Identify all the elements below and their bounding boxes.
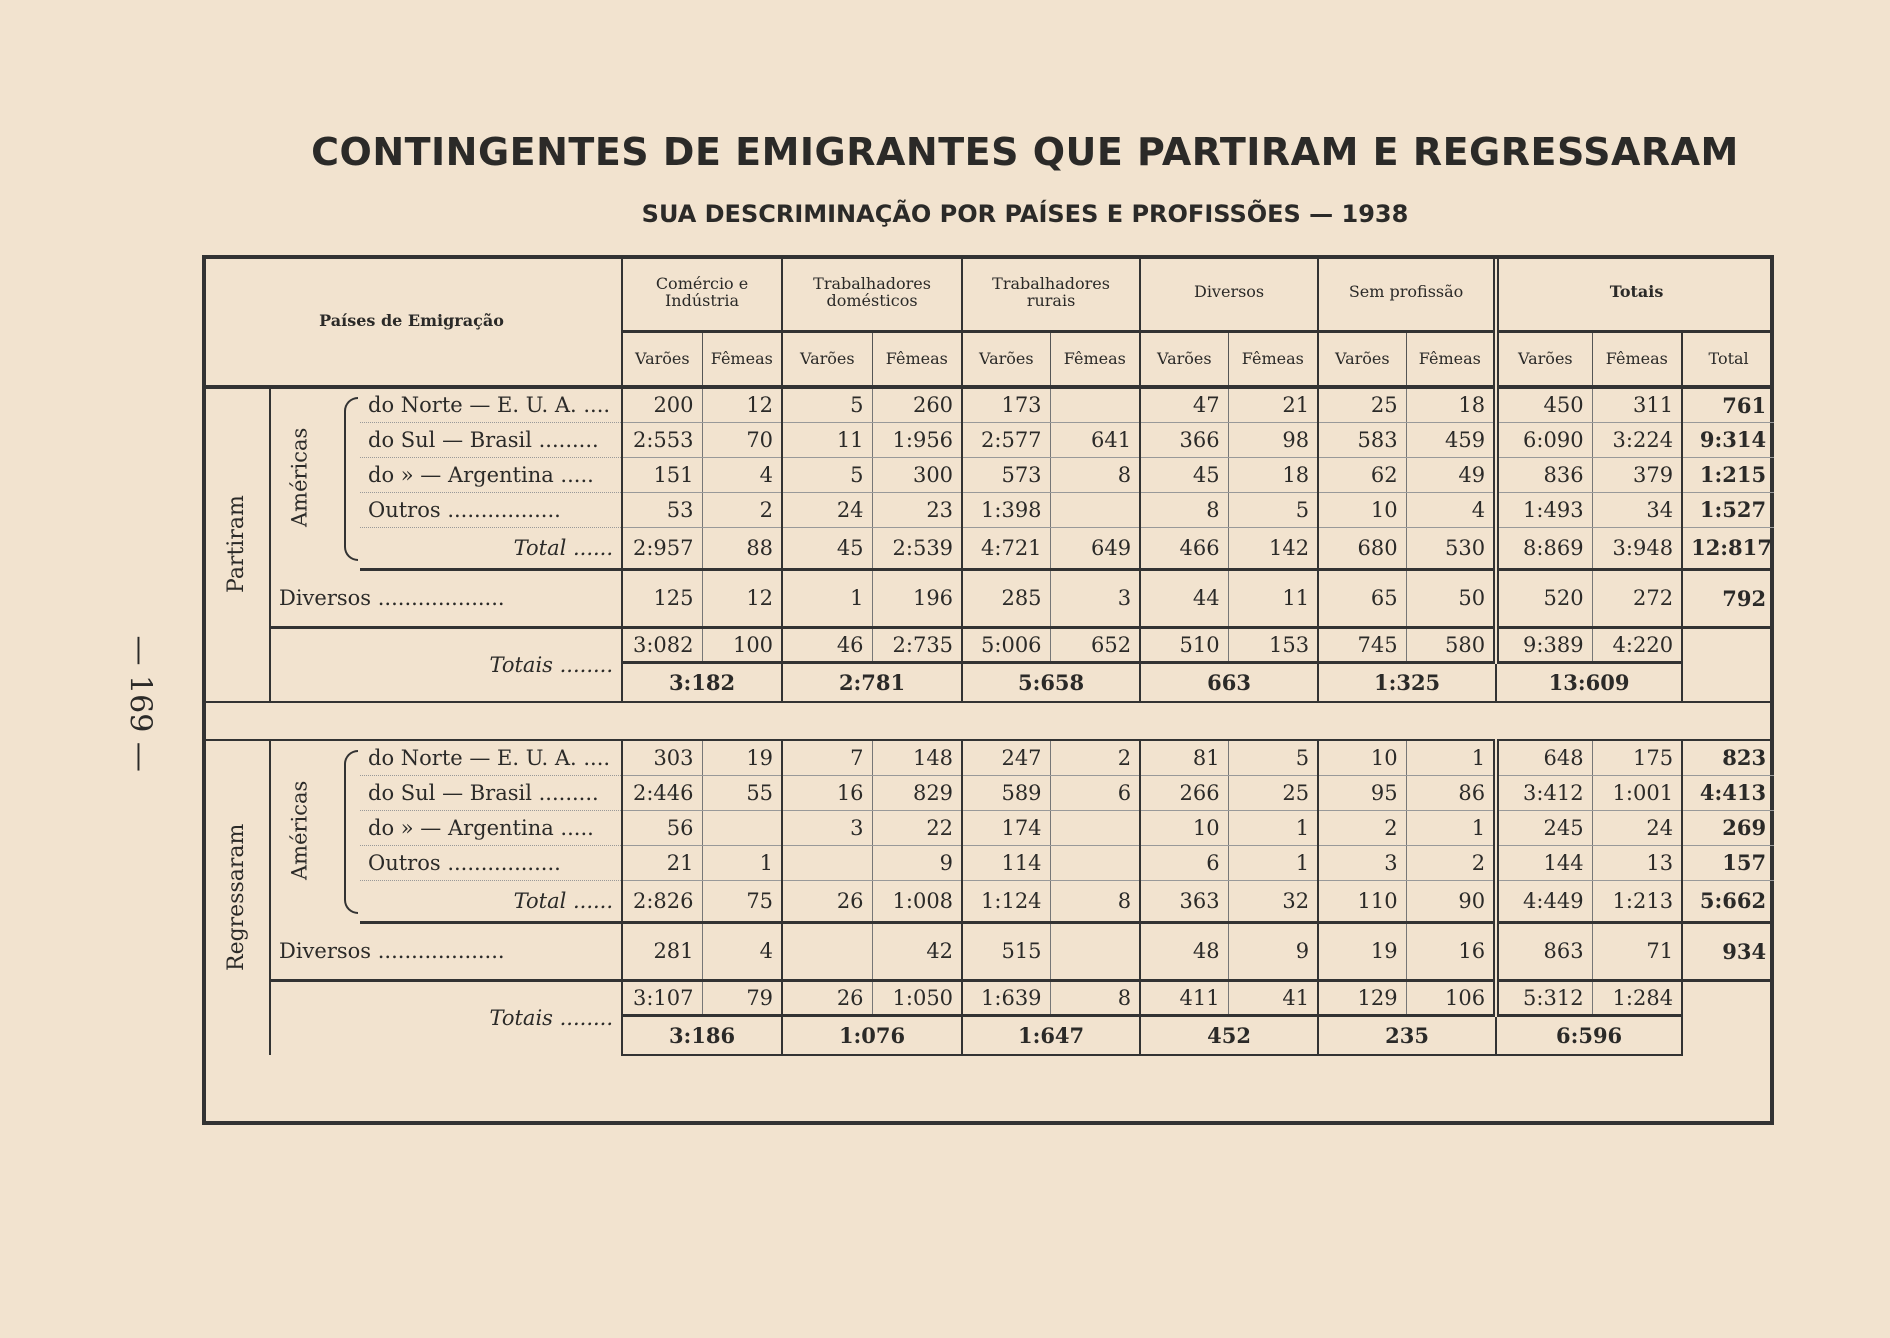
table-cell: 863: [1496, 922, 1592, 980]
table-cell: 70: [702, 422, 782, 457]
table-cell: 3: [1050, 569, 1140, 627]
table-row: [202, 740, 1774, 775]
table-cell: 21: [622, 845, 702, 880]
table-cell: 573: [962, 457, 1050, 492]
table-cell: 144: [1496, 845, 1592, 880]
table-row: [202, 880, 1774, 922]
sum-cell: 452: [1140, 1015, 1318, 1055]
table-cell: 3: [782, 810, 872, 845]
table-cell: 1:215: [1682, 457, 1774, 492]
americas-label: Américas: [287, 427, 312, 527]
row-label-total: Total ......: [360, 527, 622, 569]
table-cell: 42: [872, 922, 962, 980]
header-sem-profissao: Sem profissão: [1318, 255, 1496, 331]
section-label-regressaram: Regressaram: [202, 740, 270, 1055]
table-row: [202, 922, 1774, 980]
table-row: [202, 845, 1774, 880]
table-cell: [782, 922, 872, 980]
table-cell: 25: [1228, 775, 1318, 810]
subheader-femeas: Fêmeas: [872, 331, 962, 387]
sum-cell: 2:781: [782, 662, 962, 702]
table-cell: 62: [1318, 457, 1406, 492]
row-label-diversos: Diversos ...................: [270, 922, 622, 980]
table-cell: 157: [1682, 845, 1774, 880]
row-label-norte: do Norte — E. U. A. ....: [360, 740, 622, 775]
totais-cell: 1:050: [872, 980, 962, 1015]
table-cell: [1050, 810, 1140, 845]
table-cell: 24: [782, 492, 872, 527]
header-diversos: Diversos: [1140, 255, 1318, 331]
table-cell: 75: [702, 880, 782, 922]
subheader-femeas: Fêmeas: [1228, 331, 1318, 387]
table-cell: 48: [1140, 922, 1228, 980]
header-comercio: Comércio e Indústria: [622, 255, 782, 331]
sum-cell: 6:596: [1496, 1015, 1682, 1055]
table-row: [202, 810, 1774, 845]
table-cell: 18: [1406, 387, 1496, 422]
table-cell: 1:213: [1592, 880, 1682, 922]
table-cell: 649: [1050, 527, 1140, 569]
table-cell: 5:662: [1682, 880, 1774, 922]
table-cell: 300: [872, 457, 962, 492]
subheader-varoes: Varões: [1140, 331, 1228, 387]
table-cell: 3:948: [1592, 527, 1682, 569]
table-cell: 65: [1318, 569, 1406, 627]
table-cell: 45: [782, 527, 872, 569]
totais-cell: 4:220: [1592, 627, 1682, 662]
totais-cell: 100: [702, 627, 782, 662]
table-cell: 260: [872, 387, 962, 422]
table-cell: 6: [1050, 775, 1140, 810]
row-label-argentina: do » — Argentina .....: [360, 457, 622, 492]
table-cell: 98: [1228, 422, 1318, 457]
totais-cell: 79: [702, 980, 782, 1015]
table-cell: 4:449: [1496, 880, 1592, 922]
row-label-outros: Outros .................: [360, 492, 622, 527]
subheader-varoes: Varões: [782, 331, 872, 387]
totais-label: Totais ........: [270, 627, 622, 702]
table-cell: 2:446: [622, 775, 702, 810]
subheader-total: Total: [1682, 331, 1774, 387]
page-title: CONTINGENTES DE EMIGRANTES QUE PARTIRAM E REGRESSARAM: [311, 130, 1739, 174]
table-cell: 95: [1318, 775, 1406, 810]
totais-row: [202, 627, 1774, 662]
totais-cell: 2:735: [872, 627, 962, 662]
table-row: [202, 569, 1774, 627]
table-cell: 2: [1406, 845, 1496, 880]
table-cell: 148: [872, 740, 962, 775]
table-cell: 9: [872, 845, 962, 880]
page-subtitle: SUA DESCRIMINAÇÃO POR PAÍSES E PROFISSÕES — 1938: [641, 200, 1409, 228]
table-cell: 1: [1406, 810, 1496, 845]
table-cell: 53: [622, 492, 702, 527]
totais-row: [202, 980, 1774, 1015]
emigration-table: [202, 255, 1774, 1056]
table-cell: 10: [1140, 810, 1228, 845]
totais-cell: 106: [1406, 980, 1496, 1015]
table-cell: [1050, 922, 1140, 980]
table-cell: 269: [1682, 810, 1774, 845]
row-label-total: Total ......: [360, 880, 622, 922]
table-cell: 1: [782, 569, 872, 627]
totais-cell: 411: [1140, 980, 1228, 1015]
table-cell: 142: [1228, 527, 1318, 569]
table-cell: 4:413: [1682, 775, 1774, 810]
table-cell: 515: [962, 922, 1050, 980]
brace: [330, 387, 360, 569]
table-cell: 88: [702, 527, 782, 569]
table-cell: 86: [1406, 775, 1496, 810]
table-cell: 7: [782, 740, 872, 775]
table-cell: 281: [622, 922, 702, 980]
row-label-argentina: do » — Argentina .....: [360, 810, 622, 845]
table-cell: [1050, 492, 1140, 527]
table-cell: 23: [872, 492, 962, 527]
table-cell: 641: [1050, 422, 1140, 457]
table-cell: 151: [622, 457, 702, 492]
table-cell: 32: [1228, 880, 1318, 922]
table-cell: 3:412: [1496, 775, 1592, 810]
totais-empty: [1682, 627, 1774, 702]
table-cell: 823: [1682, 740, 1774, 775]
row-label-diversos: Diversos ...................: [270, 569, 622, 627]
table-cell: 56: [622, 810, 702, 845]
totais-cell: 46: [782, 627, 872, 662]
table-cell: 26: [782, 880, 872, 922]
sum-cell: 663: [1140, 662, 1318, 702]
row-label-sul: do Sul — Brasil .........: [360, 775, 622, 810]
table-cell: 1:527: [1682, 492, 1774, 527]
table-cell: 81: [1140, 740, 1228, 775]
table-cell: 24: [1592, 810, 1682, 845]
totais-cell: 153: [1228, 627, 1318, 662]
table-cell: 11: [782, 422, 872, 457]
sum-cell: 235: [1318, 1015, 1496, 1055]
table-cell: 2: [1318, 810, 1406, 845]
table-cell: 16: [1406, 922, 1496, 980]
table-cell: 2:826: [622, 880, 702, 922]
table-cell: 2:553: [622, 422, 702, 457]
table-cell: 450: [1496, 387, 1592, 422]
table-cell: 2: [702, 492, 782, 527]
table-cell: [782, 845, 872, 880]
totais-cell: 5:006: [962, 627, 1050, 662]
table-cell: 8: [1050, 457, 1140, 492]
table-cell: 4: [702, 457, 782, 492]
table-cell: 2:577: [962, 422, 1050, 457]
table-cell: 1:956: [872, 422, 962, 457]
table-cell: 934: [1682, 922, 1774, 980]
sum-cell: 5:658: [962, 662, 1140, 702]
subheader-varoes: Varões: [1318, 331, 1406, 387]
table-cell: 19: [702, 740, 782, 775]
table-cell: 25: [1318, 387, 1406, 422]
subheader-varoes: Varões: [1496, 331, 1592, 387]
table-cell: 200: [622, 387, 702, 422]
table-cell: 22: [872, 810, 962, 845]
table-cell: 90: [1406, 880, 1496, 922]
table-cell: 2:957: [622, 527, 702, 569]
sum-cell: 1:325: [1318, 662, 1496, 702]
totais-cell: 8: [1050, 980, 1140, 1015]
subheader-femeas: Fêmeas: [702, 331, 782, 387]
sum-cell: 3:182: [622, 662, 782, 702]
spacer-cell: [202, 702, 1774, 740]
table-cell: 174: [962, 810, 1050, 845]
table-cell: 466: [1140, 527, 1228, 569]
header-rurais: Trabalhadores rurais: [962, 255, 1140, 331]
table-cell: 379: [1592, 457, 1682, 492]
table-cell: 18: [1228, 457, 1318, 492]
table-cell: 363: [1140, 880, 1228, 922]
header-corner: Países de Emigração: [202, 255, 622, 387]
table-cell: 4:721: [962, 527, 1050, 569]
totais-cell: 580: [1406, 627, 1496, 662]
totais-cell: 129: [1318, 980, 1406, 1015]
totais-cell: 652: [1050, 627, 1140, 662]
table-cell: 3:224: [1592, 422, 1682, 457]
table-cell: 366: [1140, 422, 1228, 457]
section-label-partiram: Partiram: [202, 387, 270, 702]
header-totais: Totais: [1496, 255, 1774, 331]
table-row: [202, 775, 1774, 810]
totais-cell: 26: [782, 980, 872, 1015]
table-cell: 1: [1228, 845, 1318, 880]
table-cell: 1:398: [962, 492, 1050, 527]
table-cell: 34: [1592, 492, 1682, 527]
table-cell: 1:001: [1592, 775, 1682, 810]
table-body: [202, 387, 1774, 1055]
table-cell: 173: [962, 387, 1050, 422]
row-label-outros: Outros .................: [360, 845, 622, 880]
table-cell: 530: [1406, 527, 1496, 569]
table-cell: 1:493: [1496, 492, 1592, 527]
table-cell: 49: [1406, 457, 1496, 492]
table-cell: 1: [1406, 740, 1496, 775]
row-label-sul: do Sul — Brasil .........: [360, 422, 622, 457]
table-cell: 836: [1496, 457, 1592, 492]
table-cell: [1050, 387, 1140, 422]
table-cell: 303: [622, 740, 702, 775]
table-cell: 8: [1140, 492, 1228, 527]
table-cell: 589: [962, 775, 1050, 810]
table-cell: 5: [1228, 492, 1318, 527]
table-cell: 1: [1228, 810, 1318, 845]
table-cell: 50: [1406, 569, 1496, 627]
table-cell: 583: [1318, 422, 1406, 457]
americas-label: Américas: [287, 780, 312, 881]
table-cell: 47: [1140, 387, 1228, 422]
totais-cell: 3:082: [622, 627, 702, 662]
table-cell: 2: [1050, 740, 1140, 775]
table-cell: 1: [702, 845, 782, 880]
table-cell: 11: [1228, 569, 1318, 627]
sum-cell: 1:076: [782, 1015, 962, 1055]
subheader-femeas: Fêmeas: [1050, 331, 1140, 387]
table-cell: [702, 810, 782, 845]
table-cell: 1:124: [962, 880, 1050, 922]
subheader-varoes: Varões: [622, 331, 702, 387]
table-cell: 4: [1406, 492, 1496, 527]
sum-cell: 3:186: [622, 1015, 782, 1055]
brace: [330, 740, 360, 922]
row-label-norte: do Norte — E. U. A. ....: [360, 387, 622, 422]
totais-cell: 745: [1318, 627, 1406, 662]
table-cell: 12: [702, 387, 782, 422]
table-cell: 1:008: [872, 880, 962, 922]
table-cell: 6:090: [1496, 422, 1592, 457]
table-cell: 12: [702, 569, 782, 627]
table-cell: 247: [962, 740, 1050, 775]
totais-cell: 510: [1140, 627, 1228, 662]
table-cell: 71: [1592, 922, 1682, 980]
table-cell: 829: [872, 775, 962, 810]
table-cell: 196: [872, 569, 962, 627]
table-cell: 520: [1496, 569, 1592, 627]
table-cell: 8:869: [1496, 527, 1592, 569]
table-cell: 459: [1406, 422, 1496, 457]
table-cell: 16: [782, 775, 872, 810]
page-number: — 169 —: [122, 635, 158, 772]
table-cell: 110: [1318, 880, 1406, 922]
table-cell: 9:314: [1682, 422, 1774, 457]
sum-cell: 13:609: [1496, 662, 1682, 702]
table-cell: 10: [1318, 740, 1406, 775]
table-cell: 175: [1592, 740, 1682, 775]
subheader-femeas: Fêmeas: [1406, 331, 1496, 387]
table-cell: 125: [622, 569, 702, 627]
section-spacer: [202, 702, 1774, 740]
table-cell: 9: [1228, 922, 1318, 980]
totais-cell: 5:312: [1496, 980, 1592, 1015]
table-cell: 19: [1318, 922, 1406, 980]
table-cell: 245: [1496, 810, 1592, 845]
totais-cell: 41: [1228, 980, 1318, 1015]
table-cell: 6: [1140, 845, 1228, 880]
totais-cell: 3:107: [622, 980, 702, 1015]
table-cell: 45: [1140, 457, 1228, 492]
table-cell: 285: [962, 569, 1050, 627]
totais-label: Totais ........: [270, 980, 622, 1055]
table-cell: 680: [1318, 527, 1406, 569]
table-row: [202, 422, 1774, 457]
table-cell: 55: [702, 775, 782, 810]
table-cell: 8: [1050, 880, 1140, 922]
subheader-femeas: Fêmeas: [1592, 331, 1682, 387]
table-row: [202, 492, 1774, 527]
table-cell: 21: [1228, 387, 1318, 422]
table-cell: 792: [1682, 569, 1774, 627]
table-cell: 13: [1592, 845, 1682, 880]
table-cell: 648: [1496, 740, 1592, 775]
table-cell: 44: [1140, 569, 1228, 627]
totais-empty: [1682, 980, 1774, 1055]
totais-cell: 1:639: [962, 980, 1050, 1015]
totais-cell: 9:389: [1496, 627, 1592, 662]
subheader-varoes: Varões: [962, 331, 1050, 387]
table-row: [202, 387, 1774, 422]
table-cell: 266: [1140, 775, 1228, 810]
table-cell: 272: [1592, 569, 1682, 627]
table-row: [202, 457, 1774, 492]
table-cell: 2:539: [872, 527, 962, 569]
table-cell: 10: [1318, 492, 1406, 527]
table-cell: [1050, 845, 1140, 880]
table-cell: 114: [962, 845, 1050, 880]
table-cell: 12:817: [1682, 527, 1774, 569]
totais-cell: 1:284: [1592, 980, 1682, 1015]
sum-cell: 1:647: [962, 1015, 1140, 1055]
table-row: [202, 527, 1774, 569]
table-cell: 5: [782, 457, 872, 492]
table-cell: 311: [1592, 387, 1682, 422]
table-cell: 3: [1318, 845, 1406, 880]
table-cell: 761: [1682, 387, 1774, 422]
table-cell: 4: [702, 922, 782, 980]
table-cell: 5: [782, 387, 872, 422]
table-cell: 5: [1228, 740, 1318, 775]
header-domesticos: Trabalhadores domésticos: [782, 255, 962, 331]
